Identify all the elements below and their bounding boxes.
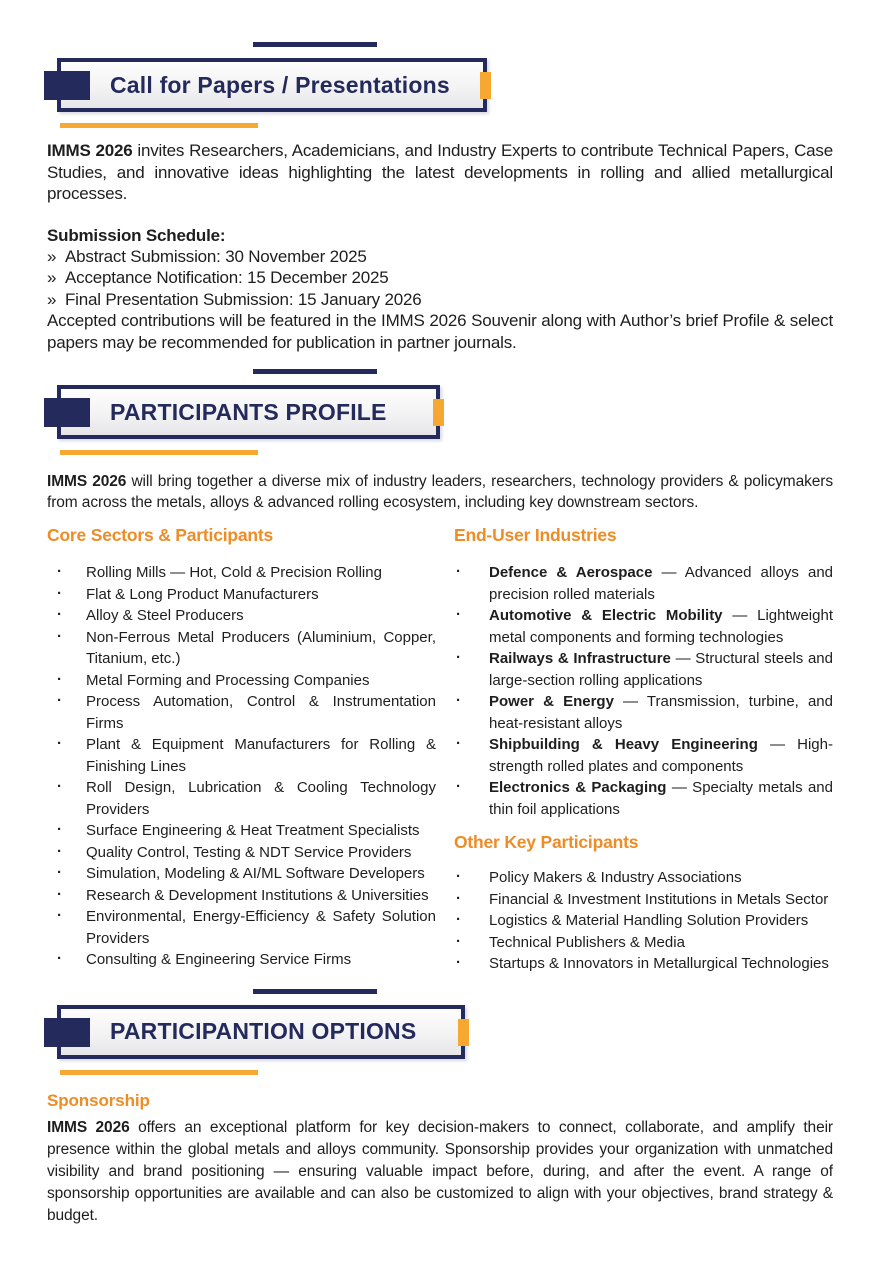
list-item-text: Logistics & Material Handling Solution Providers: [488, 912, 809, 929]
list-item: [47, 562, 436, 584]
bullet-icon: ·: [455, 563, 461, 580]
other-key-heading: Other Key Participants: [453, 832, 639, 852]
bullet-icon: ·: [57, 907, 62, 924]
list-item-text: Technical Publishers & Media: [488, 933, 685, 951]
list-item: [454, 777, 833, 820]
list-item: [47, 627, 436, 670]
bullet-icon: »: [47, 246, 57, 266]
bullet-icon: ·: [57, 778, 62, 795]
list-item: [454, 648, 833, 691]
bullet-icon: ·: [57, 735, 62, 752]
list-item: [47, 267, 833, 289]
bullet-icon: ·: [57, 842, 62, 860]
list-item-text: Metal Forming and Processing Companies: [86, 671, 370, 689]
bullet-icon: ·: [57, 692, 62, 709]
list-item-text: Simulation, Modeling & AI/ML Software Developers: [86, 865, 425, 882]
banner-right-accent: [480, 72, 491, 99]
section-title: PARTICIPANTS PROFILE: [110, 398, 387, 425]
bullet-icon: ·: [455, 932, 461, 950]
list-item: [47, 734, 436, 777]
intro-lead: IMMS 2026: [47, 473, 127, 490]
banner-right-accent: [458, 1019, 469, 1046]
list-item-text: Environmental, Energy-Efficiency & Safety Solution Providers: [86, 908, 436, 947]
bullet-icon: ·: [57, 821, 62, 838]
list-item-text: Consulting & Engineering Service Firms: [86, 951, 352, 968]
intro-text: will bring together a diverse mix of industry leaders, researchers, technology providers & policymakers from across the metals, alloys & advanced rolling ecosystem, including key downstream sectors.: [47, 473, 834, 511]
banner-top-line: [253, 989, 377, 994]
list-item: [47, 289, 833, 311]
end-user-list: [454, 562, 833, 820]
list-item-text: Shipbuilding & Heavy Engineering — High-strength rolled plates and components: [488, 736, 833, 775]
bullet-icon: ·: [455, 606, 461, 623]
list-item: [454, 734, 833, 777]
end-user-column: [454, 525, 833, 975]
end-user-heading: End-User Industries: [453, 525, 617, 545]
bullet-icon: ·: [455, 911, 461, 928]
core-sectors-list: [47, 562, 436, 971]
call-for-papers-closing: Accepted contributions will be featured in the IMMS 2026 Souvenir along with Author’s brief Profile & select papers may be recommended for publication in partner journals.: [47, 311, 833, 352]
sponsorship-lead: IMMS 2026: [47, 1118, 130, 1136]
list-item-text: Research & Development Institutions & Universities: [86, 886, 429, 904]
bullet-icon: ·: [57, 584, 62, 602]
page: [0, 42, 880, 1227]
list-item-text: Electronics & Packaging — Specialty metals and thin foil applications: [488, 779, 833, 818]
banner-participation-options: [0, 989, 880, 1077]
banner-left-square: [44, 1018, 90, 1047]
intro-lead: IMMS 2026: [47, 141, 133, 160]
list-item: [47, 842, 436, 864]
section-title: PARTICIPANTION OPTIONS: [110, 1018, 417, 1044]
list-item-text: Defence & Aerospace — Advanced alloys and precision rolled materials: [488, 564, 833, 603]
bullet-icon: ·: [57, 670, 62, 688]
list-item-text: Rolling Mills — Hot, Cold & Precision Rolling: [86, 564, 382, 581]
bullet-icon: »: [47, 268, 57, 287]
banner-top-line: [253, 42, 377, 47]
bullet-icon: ·: [455, 649, 461, 666]
list-item: [454, 691, 833, 734]
core-sectors-column: [47, 525, 436, 975]
list-item-text: Railways & Infrastructure — Structural steels and large-section rolling applications: [488, 650, 833, 689]
sponsorship-text: offers an exceptional platform for key decision-makers to connect, collaborate, and amplify their presence within the global metals and alloys community. Sponsorship provides your organization with unmatched visibility and brand positioning — ensuring valuable impact before, during, and after the event. A range of sponsorship opportunities are available and can also be customized to align with your objectives, brand strategy & budget.: [47, 1118, 833, 1224]
bullet-icon: ·: [455, 778, 461, 795]
list-item-text: Acceptance Notification: 15 December 2025: [65, 268, 389, 287]
core-sectors-heading: Core Sectors & Participants: [47, 525, 274, 545]
list-item: [47, 777, 436, 820]
list-item: [47, 949, 436, 971]
participants-columns: [47, 525, 833, 975]
intro-text: invites Researchers, Academicians, and Industry Experts to contribute Technical Papers, Case Studies, and innovative ideas highlighting the latest developments in rolling and allied metallurgical processes.: [47, 141, 833, 203]
list-item-text: Quality Control, Testing & NDT Service Providers: [86, 843, 412, 861]
banner-call-for-papers: [0, 42, 880, 130]
list-item: [47, 820, 436, 842]
banner-right-accent: [433, 399, 444, 426]
list-item-text: Financial & Investment Institutions in Metals Sector: [488, 890, 829, 908]
list-item: [47, 691, 436, 734]
bullet-icon: ·: [57, 627, 62, 645]
bullet-icon: ·: [455, 868, 461, 885]
submission-schedule-heading: Submission Schedule:: [47, 225, 226, 245]
banner-underline: [60, 1070, 258, 1075]
list-item: [47, 885, 436, 907]
list-item: [454, 867, 833, 889]
list-item: [454, 605, 833, 648]
list-item: [47, 584, 436, 606]
list-item-text: Surface Engineering & Heat Treatment Specialists: [86, 822, 420, 839]
list-item: [454, 910, 833, 932]
other-key-list: [454, 867, 833, 975]
banner-left-square: [44, 71, 90, 100]
list-item-text: Startups & Innovators in Metallurgical Technologies: [488, 955, 829, 972]
bullet-icon: ·: [455, 735, 461, 752]
list-item: [47, 670, 436, 692]
banner-top-line: [253, 369, 377, 374]
list-item-text: Power & Energy — Transmission, turbine, and heat-resistant alloys: [488, 693, 833, 732]
list-item-text: Roll Design, Lubrication & Cooling Technology Providers: [86, 779, 436, 818]
list-item-text: Abstract Submission: 30 November 2025: [65, 246, 367, 266]
list-item: [47, 246, 833, 268]
list-item: [454, 932, 833, 954]
bullet-icon: ·: [455, 954, 461, 971]
banner-left-square: [44, 398, 90, 427]
submission-schedule-list: [47, 246, 833, 311]
list-item-text: Flat & Long Product Manufacturers: [86, 585, 319, 603]
list-item-text: Plant & Equipment Manufacturers for Rolling & Finishing Lines: [86, 736, 436, 775]
list-item-text: Automotive & Electric Mobility — Lightweight metal components and forming technologies: [488, 607, 833, 646]
list-item-text: Process Automation, Control & Instrumentation Firms: [86, 693, 436, 732]
bullet-icon: ·: [57, 606, 62, 623]
sponsorship-paragraph: [47, 1117, 833, 1227]
banner-underline: [60, 450, 258, 455]
list-item-text: Non-Ferrous Metal Producers (Aluminium, Copper, Titanium, etc.): [86, 628, 436, 667]
list-item-text: Final Presentation Submission: 15 January 2026: [65, 289, 422, 309]
bullet-icon: ·: [57, 563, 62, 580]
bullet-icon: ·: [57, 864, 62, 881]
list-item: [47, 863, 436, 885]
list-item: [454, 562, 833, 605]
bullet-icon: ·: [57, 885, 62, 903]
list-item-text: Policy Makers & Industry Associations: [488, 869, 742, 886]
section-title: Call for Papers / Presentations: [110, 71, 450, 98]
list-item: [47, 906, 436, 949]
bullet-icon: ·: [455, 889, 461, 907]
bullet-icon: ·: [455, 692, 461, 709]
list-item: [47, 605, 436, 627]
list-item: [454, 953, 833, 975]
list-item-text: Alloy & Steel Producers: [86, 607, 244, 624]
banner-underline: [60, 123, 258, 128]
list-item: [454, 889, 833, 911]
bullet-icon: ·: [57, 950, 62, 967]
bullet-icon: »: [47, 289, 57, 309]
banner-participants-profile: [0, 369, 880, 457]
call-for-papers-intro: [47, 140, 833, 205]
participants-intro: [47, 471, 833, 513]
sponsorship-heading: Sponsorship: [47, 1090, 150, 1110]
